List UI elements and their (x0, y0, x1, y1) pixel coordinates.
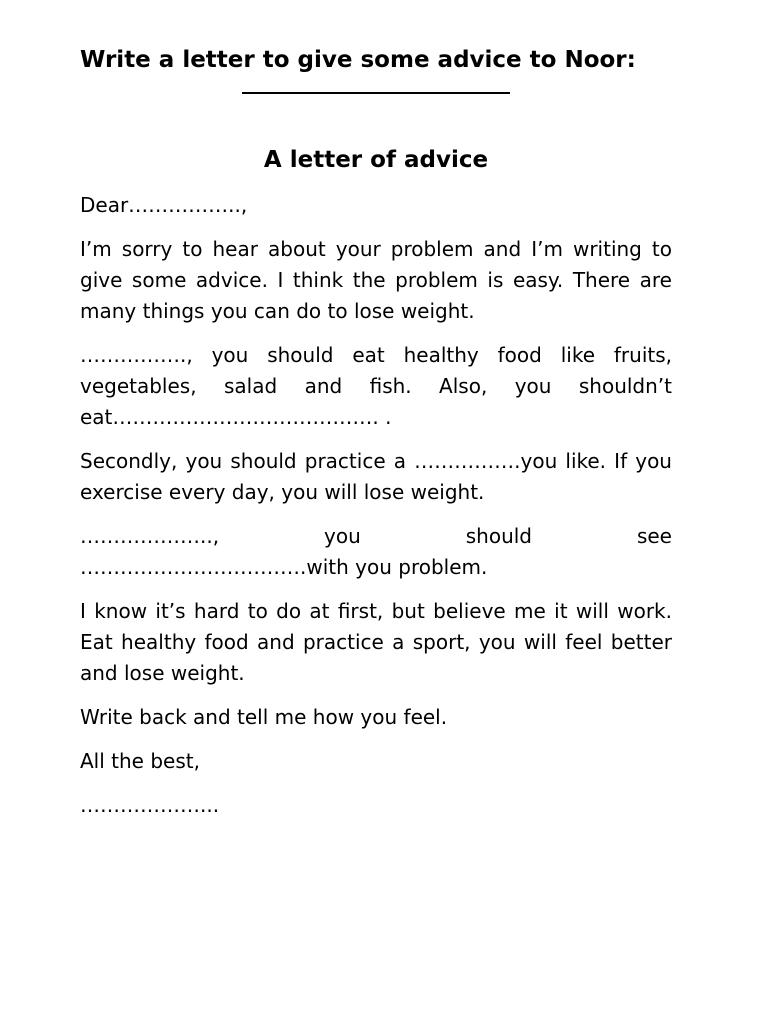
paragraph-4-line-2: …………………………….with you problem. (80, 555, 488, 579)
word-should: should (465, 524, 532, 548)
word-you: you (324, 524, 361, 548)
letter-paragraph-5: I know it’s hard to do at first, but believe me it will work. Eat healthy food and practice a sport, you will feel better and lose weight. (80, 599, 672, 685)
letter-paragraph-2: ……………., you should eat healthy food like fruits, vegetables, salad and fish. Also, you shouldn’t eat…………………………………. . (80, 343, 672, 429)
task-heading: Write a letter to give some advice to Noor: (80, 47, 636, 73)
letter-paragraph-6: Write back and tell me how you feel. (80, 705, 448, 729)
letter-paragraph-3: Secondly, you should practice a …………….you like. If you exercise every day, you will lose weight. (80, 449, 672, 504)
worksheet-page (80, 44, 672, 821)
letter-title: A letter of advice (263, 147, 489, 173)
letter-paragraph-1: I’m sorry to hear about your problem and I’m writing to give some advice. I think the problem is easy. There are many things you can do to lose weight. (80, 237, 672, 323)
word-see: see (636, 524, 672, 548)
blank-word-1: ……………….., (80, 524, 220, 548)
heading-underline (242, 92, 510, 94)
letter-greeting: Dear…………….., (80, 193, 248, 217)
letter-closing: All the best, (80, 749, 200, 773)
paragraph-4-line-1 (80, 521, 672, 552)
letter-paragraph-4 (80, 521, 672, 583)
letter-signature-blank: ………………... (80, 793, 220, 817)
